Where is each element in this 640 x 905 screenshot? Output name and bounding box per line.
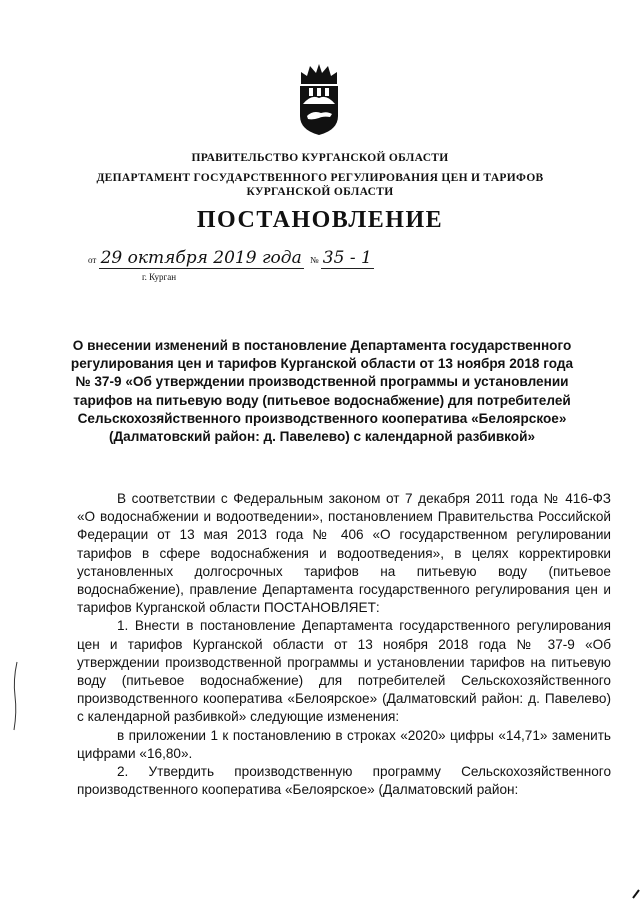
from-label: от bbox=[88, 255, 97, 265]
department-name-line2: КУРГАНСКОЙ ОБЛАСТИ bbox=[246, 186, 394, 198]
coat-of-arms-icon bbox=[299, 64, 339, 136]
page-corner-mark-icon bbox=[632, 889, 640, 899]
item-1-subparagraph: в приложении 1 к постановлению в строках «2020» цифры «14,71» заменить цифрами «16,80». bbox=[77, 727, 611, 761]
government-name: ПРАВИТЕЛЬСТВО КУРГАНСКОЙ ОБЛАСТИ bbox=[191, 152, 449, 164]
item-1-paragraph: 1. Внести в постановление Департамента государственного регулирования цен и тарифов Курганской области от 13 ноября 2018 года № 37-9 «Об утверждении производственной программы и установлении тарифов на питьевую воду (питьевое водоснабжение) для потребителей Сельскохозяйственного производственного кооператива «Белоярское» (Далматовский район: д. Павелево) с календарной разбивкой» следующие изменения: bbox=[77, 618, 611, 725]
city-label: г. Курган bbox=[142, 272, 177, 282]
document-type-title: ПОСТАНОВЛЕНИЕ bbox=[196, 207, 444, 233]
margin-pen-mark-icon bbox=[9, 660, 21, 732]
item-2-paragraph: 2. Утвердить производственную программу Сельскохозяйственного производственного кооператива «Белоярское» (Далматовский район: bbox=[77, 764, 611, 798]
handwritten-date: 29 октября 2019 года bbox=[100, 248, 302, 268]
preamble-paragraph: В соответствии с Федеральным законом от 7 декабря 2011 года № 416-ФЗ «О водоснабжении и водоотведении», постановлением Правительства Российской Федерации от 13 мая 2013 года № 406 «О государственном регулировании тарифов в сфере водоснабжения и водоотведения», в целях корректировки установленных долгосрочных тарифов на питьевую воду (питьевое водоснабжение), правление Департамента государственного регулирования цен и тарифов Курганской области ПОСТАНОВЛЯЕТ: bbox=[77, 491, 611, 616]
handwritten-number: 35 - 1 bbox=[322, 248, 372, 268]
date-number-line bbox=[88, 248, 374, 268]
number-label: № bbox=[309, 255, 319, 265]
document-subject: О внесении изменений в постановление Департамента государственного регулирования цен и тарифов Курганской области от 13 ноября 2018 года № 37-9 «Об утверждении производственной программы и установлении тарифов на питьевую воду (питьевое водоснабжение) для потребителей Сельскохозяйственного производственного кооператива «Белоярское» (Далматовский район: д. Павелево) с календарной разбивкой» bbox=[70, 338, 574, 445]
department-name-line1: ДЕПАРТАМЕНТ ГОСУДАРСТВЕННОГО РЕГУЛИРОВАНИЯ ЦЕН И ТАРИФОВ bbox=[96, 172, 544, 184]
document-body bbox=[77, 490, 611, 799]
